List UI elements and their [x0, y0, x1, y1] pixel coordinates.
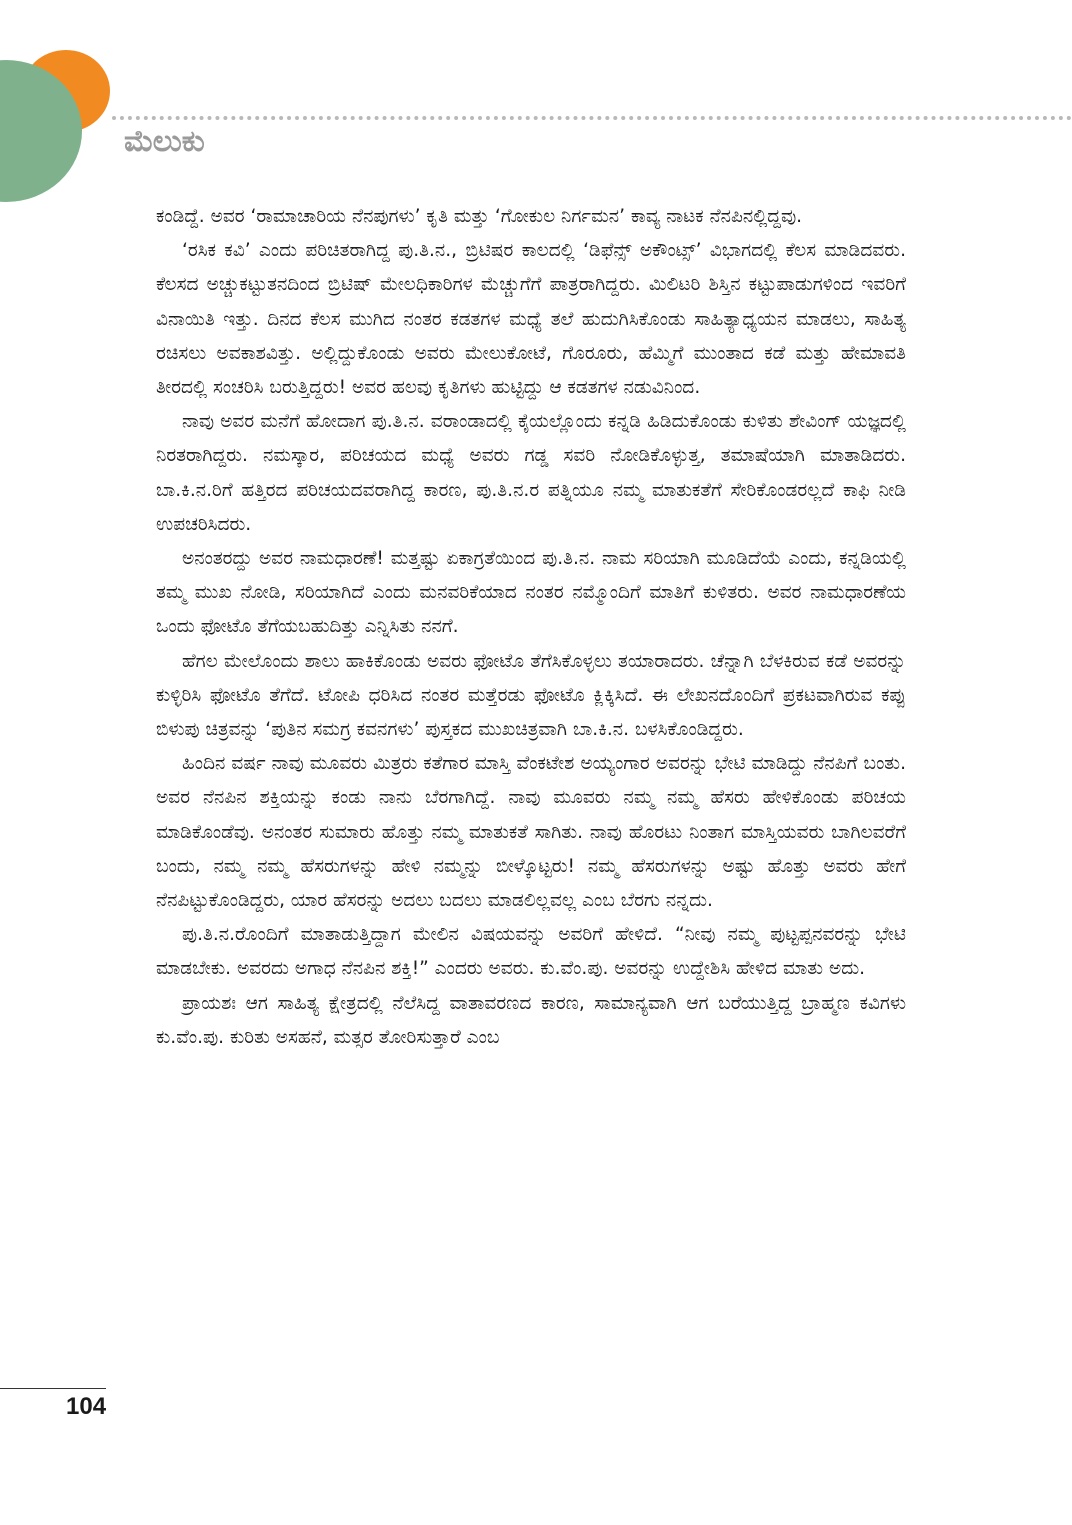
paragraph: ಹೆಗಲ ಮೇಲೊಂದು ಶಾಲು ಹಾಕಿಕೊಂಡು ಅವರು ಫೋಟೊ ತೆಗೆಸಿಕೊಳ್ಳಲು ತಯಾರಾದರು. ಚೆನ್ನಾಗಿ ಬೆಳಕಿರುವ ಕಡೆ ಅವರನ್ನು ಕುಳ್ಳಿರಿಸಿ ಫೋಟೊ ತೆಗೆದೆ. ಟೋಪಿ ಧರಿಸಿದ ನಂತರ ಮತ್ತೆರಡು ಫೋಟೊ ಕ್ಲಿಕ್ಕಿಸಿದೆ. ಈ ಲೇಖನದೊಂದಿಗೆ ಪ್ರಕಟವಾಗಿರುವ ಕಪ್ಪು ಬಿಳುಪು ಚಿತ್ರವನ್ನು ‘ಪುತಿನ ಸಮಗ್ರ ಕವನಗಳು’ ಪುಸ್ತಕದ ಮುಖಚಿತ್ರವಾಗಿ ಬಾ.ಕಿ.ನ. ಬಳಸಿಕೊಂಡಿದ್ದರು. [156, 650, 906, 741]
paragraph: ಅನಂತರದ್ದು ಅವರ ನಾಮಧಾರಣೆ! ಮತ್ತಷ್ಟು ಏಕಾಗ್ರತೆಯಿಂದ ಪು.ತಿ.ನ. ನಾಮ ಸರಿಯಾಗಿ ಮೂಡಿದೆಯೆ ಎಂದು, ಕನ್ನಡಿಯಲ್ಲಿ ತಮ್ಮ ಮುಖ ನೋಡಿ, ಸರಿಯಾಗಿದೆ ಎಂದು ಮನವರಿಕೆಯಾದ ನಂತರ ನಮ್ಮೊಂದಿಗೆ ಮಾತಿಗೆ ಕುಳಿತರು. ಅವರ ನಾಮಧಾರಣೆಯ ಒಂದು ಫೋಟೊ ತೆಗೆಯಬಹುದಿತ್ತು ಎನ್ನಿಸಿತು ನನಗೆ. [156, 548, 906, 638]
paragraph: ಪು.ತಿ.ನ.ರೊಂದಿಗೆ ಮಾತಾಡುತ್ತಿದ್ದಾಗ ಮೇಲಿನ ವಿಷಯವನ್ನು ಅವರಿಗೆ ಹೇಳಿದೆ. “ನೀವು ನಮ್ಮ ಪುಟ್ಟಪ್ಪನವರನ್ನು ಭೇಟಿ ಮಾಡಬೇಕು. ಅವರದು ಅಗಾಧ ನೆನಪಿನ ಶಕ್ತಿ!” ಎಂದರು ಅವರು. ಕು.ವೆಂ.ಪು. ಅವರನ್ನು ಉದ್ದೇಶಿಸಿ ಹೇಳಿದ ಮಾತು ಅದು. [156, 924, 906, 980]
paragraph: ನಾವು ಅವರ ಮನೆಗೆ ಹೋದಾಗ ಪು.ತಿ.ನ. ವರಾಂಡಾದಲ್ಲಿ ಕೈಯಲ್ಲೊಂದು ಕನ್ನಡಿ ಹಿಡಿದುಕೊಂಡು ಕುಳಿತು ಶೇವಿಂಗ್ ಯಜ್ಞದಲ್ಲಿ ನಿರತರಾಗಿದ್ದರು. ನಮಸ್ಕಾರ, ಪರಿಚಯದ ಮಧ್ಯೆ ಅವರು ಗಡ್ಡ ಸವರಿ ನೋಡಿಕೊಳ್ಳುತ್ತ, ತಮಾಷೆಯಾಗಿ ಮಾತಾಡಿದರು. ಬಾ.ಕಿ.ನ.ರಿಗೆ ಹತ್ತಿರದ ಪರಿಚಯದವರಾಗಿದ್ದ ಕಾರಣ, ಪು.ತಿ.ನ.ರ ಪತ್ನಿಯೂ ನಮ್ಮ ಮಾತುಕತೆಗೆ ಸೇರಿಕೊಂಡರಲ್ಲದೆ ಕಾಫಿ ನೀಡಿ ಉಪಚರಿಸಿದರು. [156, 411, 906, 535]
paragraph: ಹಿಂದಿನ ವರ್ಷ ನಾವು ಮೂವರು ಮಿತ್ರರು ಕತೆಗಾರ ಮಾಸ್ತಿ ವೆಂಕಟೇಶ ಅಯ್ಯಂಗಾರ ಅವರನ್ನು ಭೇಟಿ ಮಾಡಿದ್ದು ನೆನಪಿಗೆ ಬಂತು. ಅವರ ನೆನಪಿನ ಶಕ್ತಿಯನ್ನು ಕಂಡು ನಾನು ಬೆರಗಾಗಿದ್ದೆ. ನಾವು ಮೂವರು ನಮ್ಮ ನಮ್ಮ ಹೆಸರು ಹೇಳಿಕೊಂಡು ಪರಿಚಯ ಮಾಡಿಕೊಂಡೆವು. ಅನಂತರ ಸುಮಾರು ಹೊತ್ತು ನಮ್ಮ ಮಾತುಕತೆ ಸಾಗಿತು. ನಾವು ಹೊರಟು ನಿಂತಾಗ ಮಾಸ್ತಿಯವರು ಬಾಗಿಲವರೆಗೆ ಬಂದು, ನಮ್ಮ ನಮ್ಮ ಹೆಸರುಗಳನ್ನು ಹೇಳಿ ನಮ್ಮನ್ನು ಬೀಳ್ಕೊಟ್ಟರು! ನಮ್ಮ ಹೆಸರುಗಳನ್ನು ಅಷ್ಟು ಹೊತ್ತು ಅವರು ಹೇಗೆ ನೆನಪಿಟ್ಟುಕೊಂಡಿದ್ದರು, ಯಾರ ಹೆಸರನ್ನು ಅದಲು ಬದಲು ಮಾಡಲಿಲ್ಲವಲ್ಲ ಎಂಬ ಬೆರಗು ನನ್ನದು. [156, 753, 906, 912]
paragraph: ಪ್ರಾಯಶಃ ಆಗ ಸಾಹಿತ್ಯ ಕ್ಷೇತ್ರದಲ್ಲಿ ನೆಲೆಸಿದ್ದ ವಾತಾವರಣದ ಕಾರಣ, ಸಾಮಾನ್ಯವಾಗಿ ಆಗ ಬರೆಯುತ್ತಿದ್ದ ಬ್ರಾಹ್ಮಣ ಕವಿಗಳು ಕು.ವೆಂ.ಪು. ಕುರಿತು ಅಸಹನೆ, ಮತ್ಸರ ತೋರಿಸುತ್ತಾರೆ ಎಂಬ [156, 992, 906, 1048]
article-body [156, 200, 906, 1055]
page-number: 104 [66, 1393, 107, 1420]
paragraph: ‘ರಸಿಕ ಕವಿ’ ಎಂದು ಪರಿಚಿತರಾಗಿದ್ದ ಪು.ತಿ.ನ., ಬ್ರಿಟಿಷರ ಕಾಲದಲ್ಲಿ ‘ಡಿಫೆನ್ಸ್ ಅಕೌಂಟ್ಸ್’ ವಿಭಾಗದಲ್ಲಿ ಕೆಲಸ ಮಾಡಿದವರು. ಕೆಲಸದ ಅಚ್ಚುಕಟ್ಟುತನದಿಂದ ಬ್ರಿಟಿಷ್ ಮೇಲಧಿಕಾರಿಗಳ ಮೆಚ್ಚುಗೆಗೆ ಪಾತ್ರರಾಗಿದ್ದರು. ಮಿಲಿಟರಿ ಶಿಸ್ತಿನ ಕಟ್ಟುಪಾಡುಗಳಿಂದ ಇವರಿಗೆ ವಿನಾಯಿತಿ ಇತ್ತು. ದಿನದ ಕೆಲಸ ಮುಗಿದ ನಂತರ ಕಡತಗಳ ಮಧ್ಯೆ ತಲೆ ಹುದುಗಿಸಿಕೊಂಡು ಸಾಹಿತ್ಯಾಧ್ಯಯನ ಮಾಡಲು, ಸಾಹಿತ್ಯ ರಚಿಸಲು ಅವಕಾಶವಿತ್ತು. ಅಲ್ಲಿದ್ದುಕೊಂಡು ಅವರು ಮೇಲುಕೋಟೆ, ಗೊರೂರು, ಹೆಮ್ಮಿಗೆ ಮುಂತಾದ ಕಡೆ ಮತ್ತು ಹೇಮಾವತಿ ತೀರದಲ್ಲಿ ಸಂಚರಿಸಿ ಬರುತ್ತಿದ್ದರು! ಅವರ ಹಲವು ಕೃತಿಗಳು ಹುಟ್ಟಿದ್ದು ಆ ಕಡತಗಳ ನಡುವಿನಿಂದ. [156, 240, 906, 399]
paragraph: ಕಂಡಿದ್ದೆ. ಅವರ ‘ರಾಮಾಚಾರಿಯ ನೆನಪುಗಳು’ ಕೃತಿ ಮತ್ತು ‘ಗೋಕುಲ ನಿರ್ಗಮನ’ ಕಾವ್ಯ ನಾಟಕ ನೆನಪಿನಲ್ಲಿದ್ದವು. [156, 206, 803, 227]
section-title: ಮೆಲುಕು [124, 124, 205, 159]
header-dotted-rule [112, 116, 1072, 120]
footer-rule [0, 1388, 106, 1389]
